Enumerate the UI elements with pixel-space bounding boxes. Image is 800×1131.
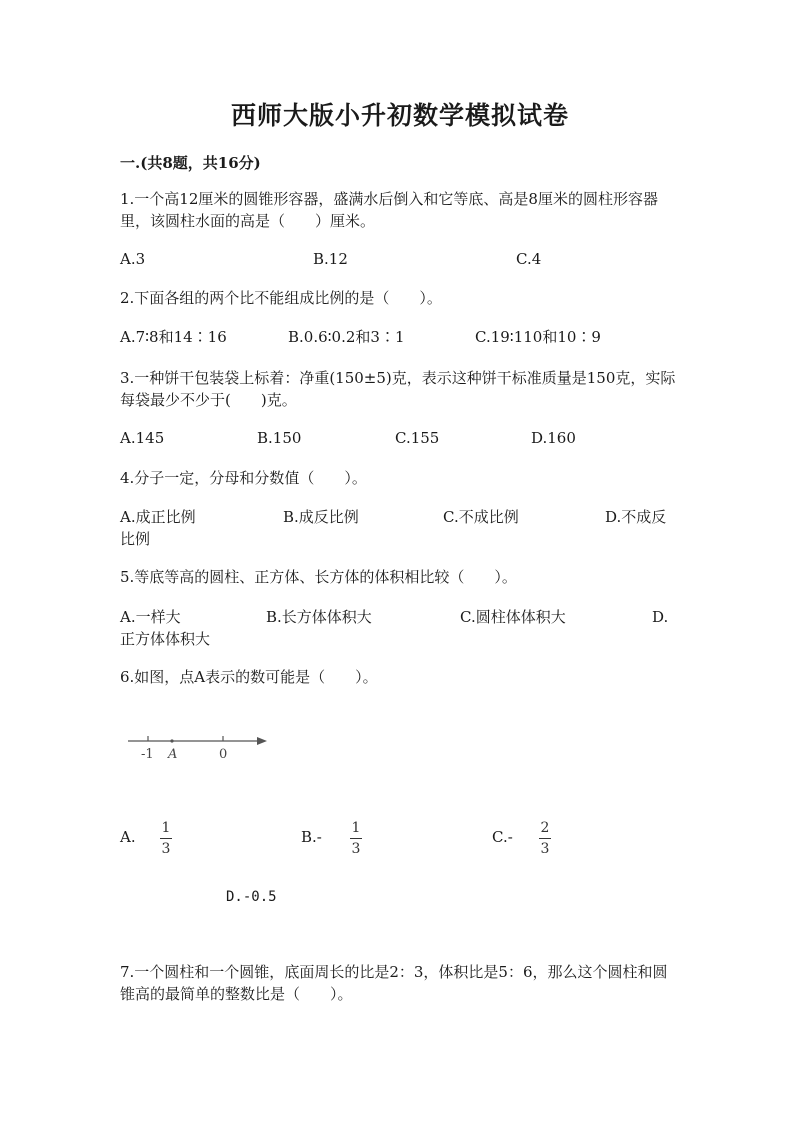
label-minus-one: -1 xyxy=(141,747,154,762)
q6-option-a[interactable]: A. xyxy=(120,828,136,846)
fraction-denominator: 3 xyxy=(351,841,361,857)
q2-option-c[interactable]: C.19∶110和10∶9 xyxy=(475,328,601,346)
number-line-figure xyxy=(125,728,275,766)
question-4: 4.分子一定，分母和分数值（ ）。 xyxy=(120,469,367,487)
q1-option-a[interactable]: A.3 xyxy=(120,250,146,268)
fraction-bar xyxy=(160,838,172,839)
q3-option-b[interactable]: B.150 xyxy=(257,429,302,447)
q4-option-c[interactable]: C.不成比例 xyxy=(443,508,519,526)
number-line-arrow-icon xyxy=(257,737,267,745)
fraction-bar xyxy=(350,838,362,839)
question-6: 6.如图，点A表示的数可能是（ ）。 xyxy=(120,668,378,686)
q6-option-d[interactable]: D.-0.5 xyxy=(226,889,277,905)
question-1: 1.一个高12厘米的圆锥形容器，盛满水后倒入和它等底、高是8厘米的圆柱形容器里，该圆柱水面的高是（ ）厘米。 xyxy=(120,190,658,230)
q4-option-d[interactable]: D.不成反 xyxy=(605,508,667,526)
q6-option-a-fraction xyxy=(160,820,172,857)
question-5: 5.等底等高的圆柱、正方体、长方体的体积相比较（ ）。 xyxy=(120,568,517,586)
fraction-denominator: 3 xyxy=(161,841,171,857)
q3-option-d[interactable]: D.160 xyxy=(531,429,576,447)
q6-option-c[interactable]: C.- xyxy=(492,828,513,846)
q5-option-c[interactable]: C.圆柱体体积大 xyxy=(460,608,566,626)
q5-option-a[interactable]: A.一样大 xyxy=(120,608,181,626)
q2-option-a[interactable]: A.7∶8和14∶16 xyxy=(120,328,227,346)
point-a-marker xyxy=(170,739,173,742)
q3-option-c[interactable]: C.155 xyxy=(395,429,440,447)
q4-option-a[interactable]: A.成正比例 xyxy=(120,508,196,526)
q6-option-b-fraction xyxy=(350,820,362,857)
section-heading: 一.(共8题，共16分) xyxy=(120,154,261,172)
q5-option-b[interactable]: B.长方体体积大 xyxy=(266,608,372,626)
fraction-numerator: 2 xyxy=(540,820,550,836)
q5-option-d-continued: 正方体体积大 xyxy=(120,630,211,648)
fraction-bar xyxy=(539,838,551,839)
question-3: 3.一种饼干包装袋上标着：净重(150±5)克，表示这种饼干标准质量是150克，实际每袋最少不少于( )克。 xyxy=(120,369,676,409)
q2-option-b[interactable]: B.0.6∶0.2和3∶1 xyxy=(288,328,405,346)
question-7: 7.一个圆柱和一个圆锥，底面周长的比是2：3，体积比是5：6，那么这个圆柱和圆锥高的最简单的整数比是（ ）。 xyxy=(120,963,668,1003)
q1-option-b[interactable]: B.12 xyxy=(313,250,348,268)
label-zero: 0 xyxy=(219,747,228,762)
q6-option-b[interactable]: B.- xyxy=(301,828,322,846)
label-point-a: A xyxy=(168,747,178,762)
q6-option-c-fraction xyxy=(539,820,551,857)
fraction-denominator: 3 xyxy=(540,841,550,857)
question-2: 2.下面各组的两个比不能组成比例的是（ ）。 xyxy=(120,289,442,307)
q1-option-c[interactable]: C.4 xyxy=(516,250,542,268)
fraction-numerator: 1 xyxy=(351,820,361,836)
q5-option-d[interactable]: D. xyxy=(652,608,669,626)
exam-title: 西师大版小升初数学模拟试卷 xyxy=(230,101,569,130)
q4-option-b[interactable]: B.成反比例 xyxy=(283,508,359,526)
q3-option-a[interactable]: A.145 xyxy=(120,429,165,447)
fraction-numerator: 1 xyxy=(161,820,171,836)
q4-option-d-continued: 比例 xyxy=(120,530,151,548)
